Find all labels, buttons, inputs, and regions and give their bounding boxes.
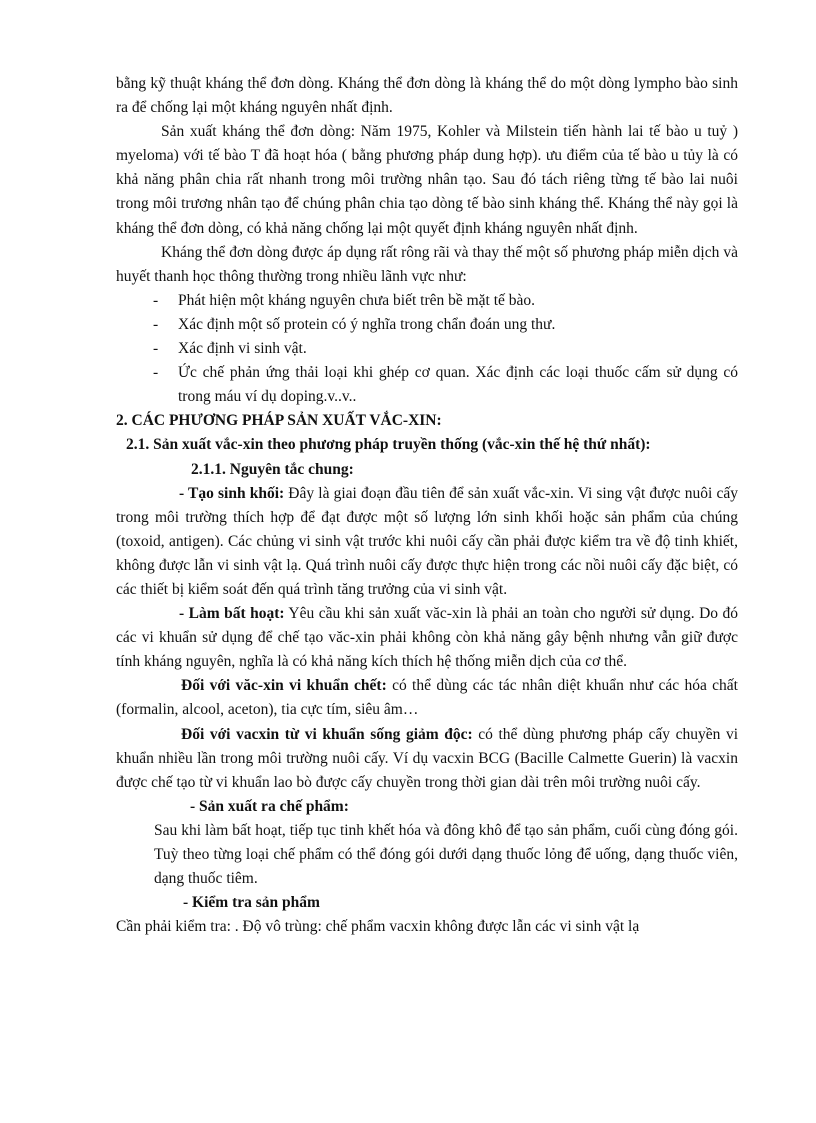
paragraph-monoclonal-intro: bằng kỹ thuật kháng thể đơn dòng. Kháng thể đơn dòng là kháng thể do một dòng lympho bào sinh ra để chống lại một kháng nguyên nhất định. — [116, 75, 738, 117]
heading-quality-check: - Kiểm tra sản phẩm — [183, 894, 320, 912]
paragraph-production: Sau khi làm bất hoạt, tiếp tục tinh khết hóa và đông khô để tạo sản phẩm, cuối cùng đóng gói. Tuỳ theo từng loại chế phẩm có thể đóng gói dưới dạng thuốc lỏng để uống, dạng thuốc viên, dạng thuốc tiêm. — [154, 821, 738, 888]
text-biomass: Đây là giai đoạn đầu tiên để sản xuất vắc-xin. Vi sing vật được nuôi cấy trong môi trường thích hợp để đạt được một số lượng lớn sinh khối hoặc sản phẩm của chúng (toxoid, antigen). Các chủng vi sinh vật trước khi nuôi cấy cần phải được kiểm tra về độ tinh khiết, không được lẫn vi sinh vật lạ. Quá trình nuôi cấy được thực hiện trong các nồi nuôi cấy đặc biệt, có các thiết bị kiểm soát đến quá trình tăng trưởng của vi sinh vật. — [116, 484, 738, 598]
bullet-dash: - — [153, 340, 159, 358]
paragraph-biomass — [116, 482, 738, 602]
text-killed-vaccine: có thể dùng các tác nhân diệt khuẩn như các hóa chất (formalin, alcool, aceton), tia cực tím, siêu âm… — [116, 677, 738, 719]
lead-biomass: - Tạo sinh khối: — [179, 484, 285, 502]
text-inactivation: Yêu cầu khi sản xuất văc-xin là phải an toàn cho người sử dụng. Do đó các vi khuẩn sử dụng để chế tạo văc-xin phải không còn khả năng gây bệnh nhưng vẫn giữ được tính kháng nguyên, nghĩa là có khả năng kích thích hệ thống miễn dịch của cơ thể. — [116, 605, 738, 671]
lead-inactivation: - Làm bất hoạt: — [179, 605, 285, 623]
paragraph-monoclonal-production: Sản xuất kháng thể đơn dòng: Năm 1975, Kohler và Milstein tiến hành lai tế bào u tuỷ ) myeloma) với tế bào T đã hoạt hóa ( bằng phương pháp dung hợp). ưu điểm của tế bào u tủy là có khả năng phân chia rất nhanh trong môi trường nhân tạo. Sau đó tách riêng từng tế bào lai nuôi trong môi trương nhân tạo để chúng phân chia tạo dòng tế bào sinh kháng thể. Kháng thể này gọi là kháng thể đơn dòng, có khả năng chống lại một quyết định kháng nguyên nhất định. — [116, 123, 738, 237]
subsubsection-heading-principles: 2.1.1. Nguyên tắc chung: — [191, 460, 354, 478]
list-item — [116, 313, 738, 337]
paragraph-inactivation — [116, 602, 738, 674]
list-item — [116, 289, 738, 313]
lead-live-attenuated: Đối với vacxin từ vi khuẩn sống giảm độc: — [181, 725, 473, 743]
bullet-dash: - — [153, 315, 159, 333]
document-page — [116, 72, 738, 939]
heading-production: - Sản xuất ra chế phẩm: — [190, 797, 349, 815]
list-item — [116, 337, 738, 361]
section-heading-vaccine-methods: 2. CÁC PHƯƠNG PHÁP SẢN XUẤT VẮC-XIN: — [116, 412, 442, 430]
list-item-text: Xác định một số protein có ý nghĩa trong chẩn đoán ung thư. — [178, 315, 556, 333]
paragraph-quality-check: Cần phải kiểm tra: . Độ vô trùng: chế phẩm vacxin không được lẫn các vi sinh vật lạ — [116, 918, 640, 936]
lead-killed-vaccine: Đối với văc-xin vi khuẩn chết: — [181, 677, 387, 695]
list-item — [116, 361, 738, 409]
applications-list — [116, 289, 738, 409]
list-item-text: Phát hiện một kháng nguyên chưa biết trên bề mặt tế bào. — [178, 291, 536, 309]
text-live-attenuated: có thể dùng phương pháp cấy chuyền vi khuẩn nhiều lần trong môi trường nuôi cấy. Ví dụ vacxin BCG (Bacille Calmette Guerin) là vacxin được chế tạo từ vi khuẩn lao bò được cấy chuyền trong thời gian dài trên môi trường nuôi cấy. — [116, 725, 739, 791]
list-item-text: Xác định vi sinh vật. — [178, 340, 307, 358]
subsection-heading-traditional: 2.1. Sản xuất vắc-xin theo phương pháp truyền thống (vắc-xin thế hệ thứ nhất): — [126, 436, 651, 454]
bullet-dash: - — [153, 364, 159, 382]
paragraph-monoclonal-applications: Kháng thể đơn dòng được áp dụng rất rông rãi và thay thế một số phương pháp miễn dịch và huyết thanh học thông thường trong nhiều lãnh vực như: — [116, 243, 738, 285]
list-item-text: Ức chế phản ứng thải loại khi ghép cơ quan. Xác định các loại thuốc cấm sử dụng có trong máu ví dụ doping.v..v.. — [178, 364, 738, 406]
bullet-dash: - — [153, 291, 159, 309]
paragraph-killed-vaccine — [116, 674, 738, 722]
paragraph-live-attenuated — [116, 723, 738, 795]
